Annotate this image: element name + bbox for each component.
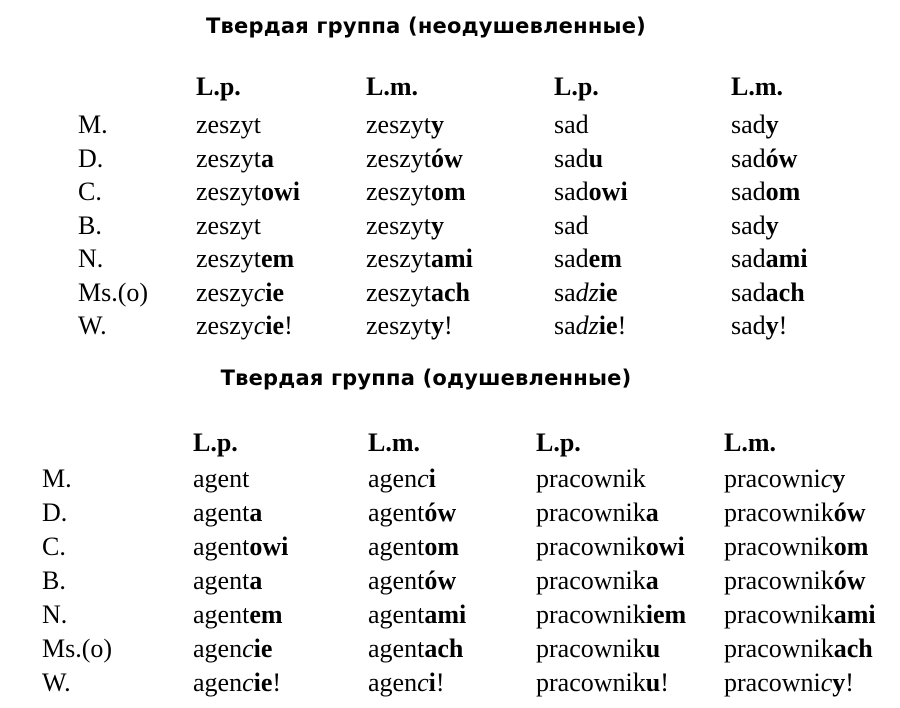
title-inanimate: Твердая группа (неодушевленные)	[206, 14, 646, 38]
column-header: L.p.	[193, 428, 238, 457]
word-form: pracownikiem	[536, 600, 687, 629]
word-form: sad	[554, 210, 589, 240]
word-form: sadu	[554, 143, 604, 173]
word-form: pracowników	[724, 498, 866, 527]
word-form: zeszyty	[366, 210, 444, 240]
word-form: pracownika	[536, 498, 659, 527]
word-form: agentach	[368, 634, 464, 663]
case-label: M.	[78, 110, 108, 139]
word-form: agencie!	[193, 668, 282, 697]
word-form: pracownikach	[724, 634, 873, 663]
word-form: zeszyty	[366, 110, 444, 139]
word-form: agent	[193, 464, 250, 493]
word-form: zeszyty!	[366, 311, 453, 340]
word-form: agenci	[368, 464, 436, 493]
column-header: L.m.	[731, 72, 783, 101]
word-form: agentów	[368, 566, 457, 595]
word-form: pracowniku	[536, 634, 661, 663]
word-form: pracownik	[536, 464, 646, 493]
word-form: pracownikowi	[536, 532, 685, 561]
word-form: sady	[731, 110, 779, 139]
case-label: N.	[78, 244, 104, 273]
word-form: sady	[731, 210, 779, 240]
case-label: W.	[78, 311, 107, 340]
column-header: L.p.	[554, 72, 599, 101]
word-form: zeszytów	[366, 143, 463, 173]
word-form: sadom	[731, 177, 801, 206]
word-form: agentowi	[193, 532, 289, 561]
word-form: pracownikom	[724, 532, 869, 561]
word-form: agentem	[193, 600, 283, 629]
word-form: pracownikami	[724, 600, 876, 629]
word-form: sadzie!	[554, 311, 627, 340]
word-form: agentom	[368, 532, 459, 561]
word-form: sadzie	[554, 277, 618, 307]
word-form: zeszytem	[196, 244, 295, 273]
case-label: D.	[42, 498, 68, 527]
word-form: zeszyt	[196, 210, 261, 240]
word-form: pracownicy	[724, 464, 846, 493]
case-label: B.	[78, 210, 102, 240]
word-form: sad	[554, 110, 589, 139]
word-form: agenta	[193, 566, 263, 595]
case-label: N.	[42, 600, 68, 629]
word-form: zeszyt	[196, 110, 261, 139]
word-form: sadowi	[554, 177, 628, 206]
word-form: pracowniku!	[536, 668, 669, 697]
case-label: M.	[42, 464, 72, 493]
case-label: W.	[42, 668, 71, 697]
column-header: L.p.	[196, 72, 241, 101]
word-form: sadach	[731, 277, 805, 307]
word-form: sadów	[731, 143, 798, 173]
word-form: agentów	[368, 498, 457, 527]
column-header: L.m.	[724, 428, 776, 457]
word-form: zeszycie!	[196, 311, 293, 340]
case-label: Ms.(o)	[42, 634, 113, 663]
word-form: zeszytom	[366, 177, 466, 206]
word-form: zeszytach	[366, 277, 470, 307]
word-form: zeszytami	[366, 244, 473, 273]
title-animate: Твердая группа (одушевленные)	[220, 366, 632, 390]
word-form: agentami	[368, 600, 467, 629]
word-form: sady!	[731, 311, 788, 340]
word-form: sadami	[731, 244, 808, 273]
word-form: zeszycie	[196, 277, 285, 307]
case-label: B.	[42, 566, 66, 595]
word-form: pracowników	[724, 566, 866, 595]
word-form: agenci!	[368, 668, 445, 697]
word-form: agencie	[193, 634, 273, 663]
case-label: C.	[42, 532, 66, 561]
word-form: zeszyta	[196, 143, 274, 173]
word-form: agenta	[193, 498, 263, 527]
word-form: zeszytowi	[196, 177, 300, 206]
case-label: C.	[78, 177, 102, 206]
column-header: L.p.	[536, 428, 581, 457]
column-header: L.m.	[368, 428, 420, 457]
case-label: Ms.(o)	[78, 277, 149, 307]
column-header: L.m.	[366, 72, 418, 101]
case-label: D.	[78, 143, 104, 173]
word-form: pracownika	[536, 566, 659, 595]
word-form: pracownicy!	[724, 668, 854, 697]
word-form: sadem	[554, 244, 622, 273]
